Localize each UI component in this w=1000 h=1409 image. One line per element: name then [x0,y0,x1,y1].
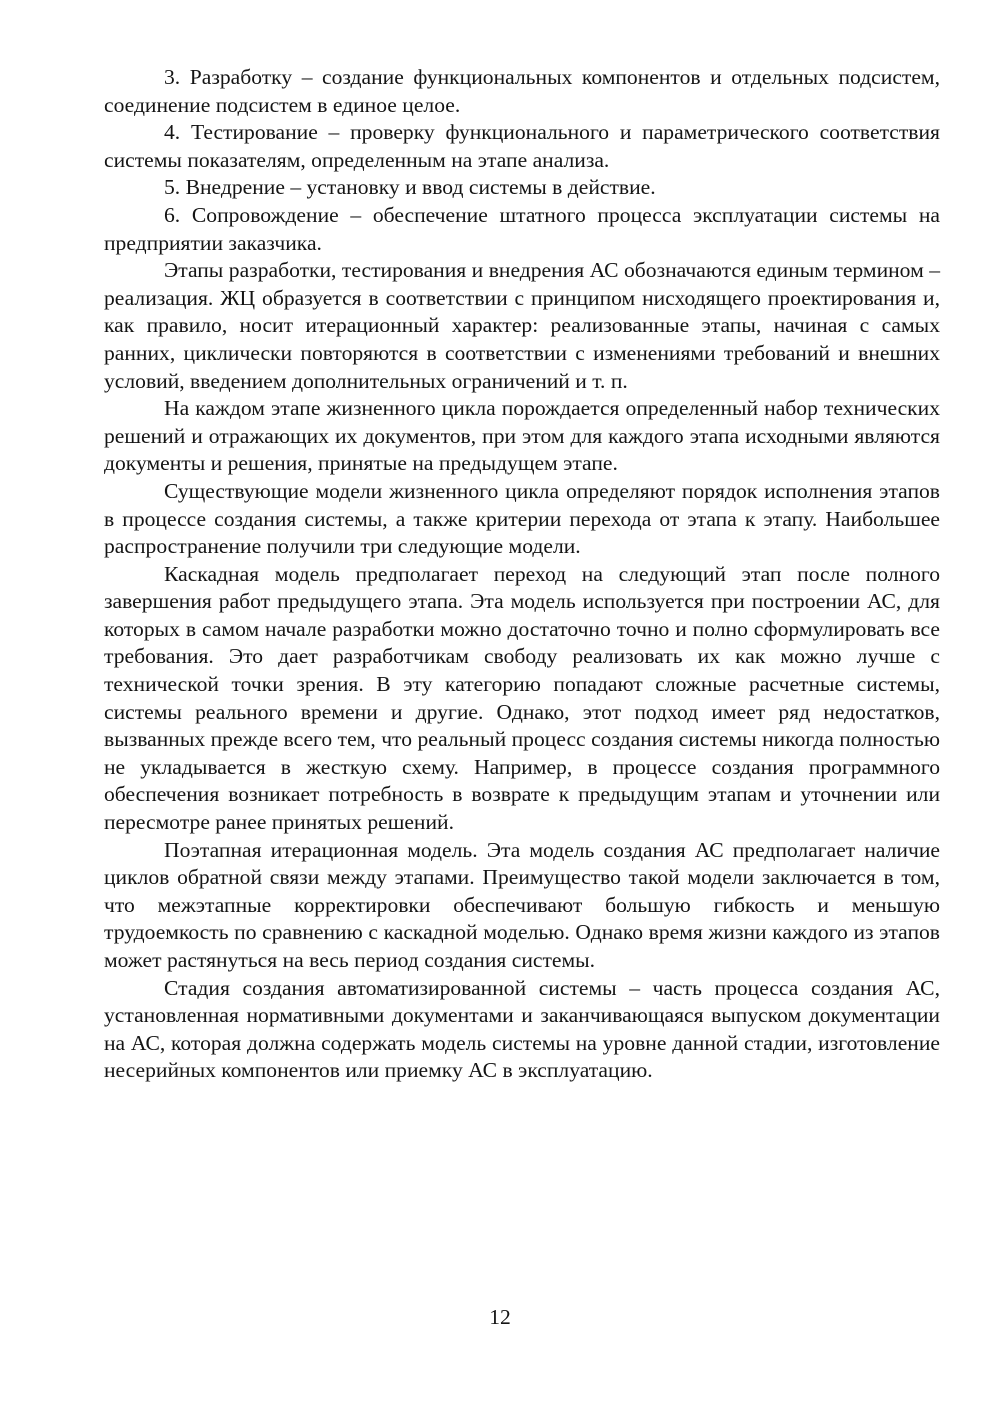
paragraph-iterative-model: Поэтапная итерационная модель. Эта модель создания АС предполагает наличие циклов обратной связи между этапами. Преимущество такой модели заключается в том, что межэтапные корректировки обеспечивают большую гибкость и меньшую трудоемкость по сравнению с каскадной моделью. Однако время жизни каждого из этапов может растянуться на весь период создания системы. [104,837,940,972]
paragraph-stage-development: 3. Разработку – создание функциональных компонентов и отдельных подсистем, соединение подсистем в единое целое. [104,65,940,117]
page-body [104,64,940,1085]
paragraph-system-creation-stage: Стадия создания автоматизированной системы – часть процесса создания АС, установленная нормативными документами и заканчивающаяся выпуском документации на АС, которая должна содержать модель системы на уровне данной стадии, изготовление несерийных компонентов или приемку АС в эксплуатацию. [104,975,940,1083]
paragraph-waterfall-model: Каскадная модель предполагает переход на следующий этап после полного завершения работ предыдущего этапа. Эта модель используется при построении АС, для которых в самом начале разработки можно достаточно точно и полно сформулировать все требования. Это дает разработчикам свободу реализовать их как можно лучше с технической точки зрения. В эту категорию попадают сложные расчетные системы, системы реального времени и другие. Однако, этот подход имеет ряд недостатков, вызванных прежде всего тем, что реальный процесс создания системы никогда полностью не укладывается в жесткую схему. Например, в процессе создания программного обеспечения возникает потребность в возврате к предыдущим этапам и уточнении или пересмотре ранее принятых решений. [104,561,940,835]
paragraph-lifecycle-models: Существующие модели жизненного цикла определяют порядок исполнения этапов в процессе создания системы, а также критерии перехода от этапа к этапу. Наибольшее распространение получили три следующие модели. [104,478,940,559]
paragraph-lifecycle-documents: На каждом этапе жизненного цикла порождается определенный набор технических решений и отражающих их документов, при этом для каждого этапа исходными являются документы и решения, принятые на предыдущем этапе. [104,396,940,476]
paragraph-implementation: Этапы разработки, тестирования и внедрения АС обозначаются единым термином – реализация. ЖЦ образуется в соответствии с принципом нисходящего проектирования и, как правило, носит итерационный характер: реализованные этапы, начиная с самых ранних, циклически повторяются в соответствии с изменениями требований и внешних условий, введением дополнительных ограничений и т. п. [104,258,940,393]
paragraph-stage-maintenance: 6. Сопровождение – обеспечение штатного процесса эксплуатации системы на предприятии заказчика. [104,202,940,255]
paragraph-stage-testing: 4. Тестирование – проверку функционального и параметрического соответствия системы показателям, определенным на этапе анализа. [104,120,940,172]
page-number: 12 [489,1305,511,1329]
paragraph-stage-deployment: 5. Внедрение – установку и ввод системы в действие. [164,175,656,200]
